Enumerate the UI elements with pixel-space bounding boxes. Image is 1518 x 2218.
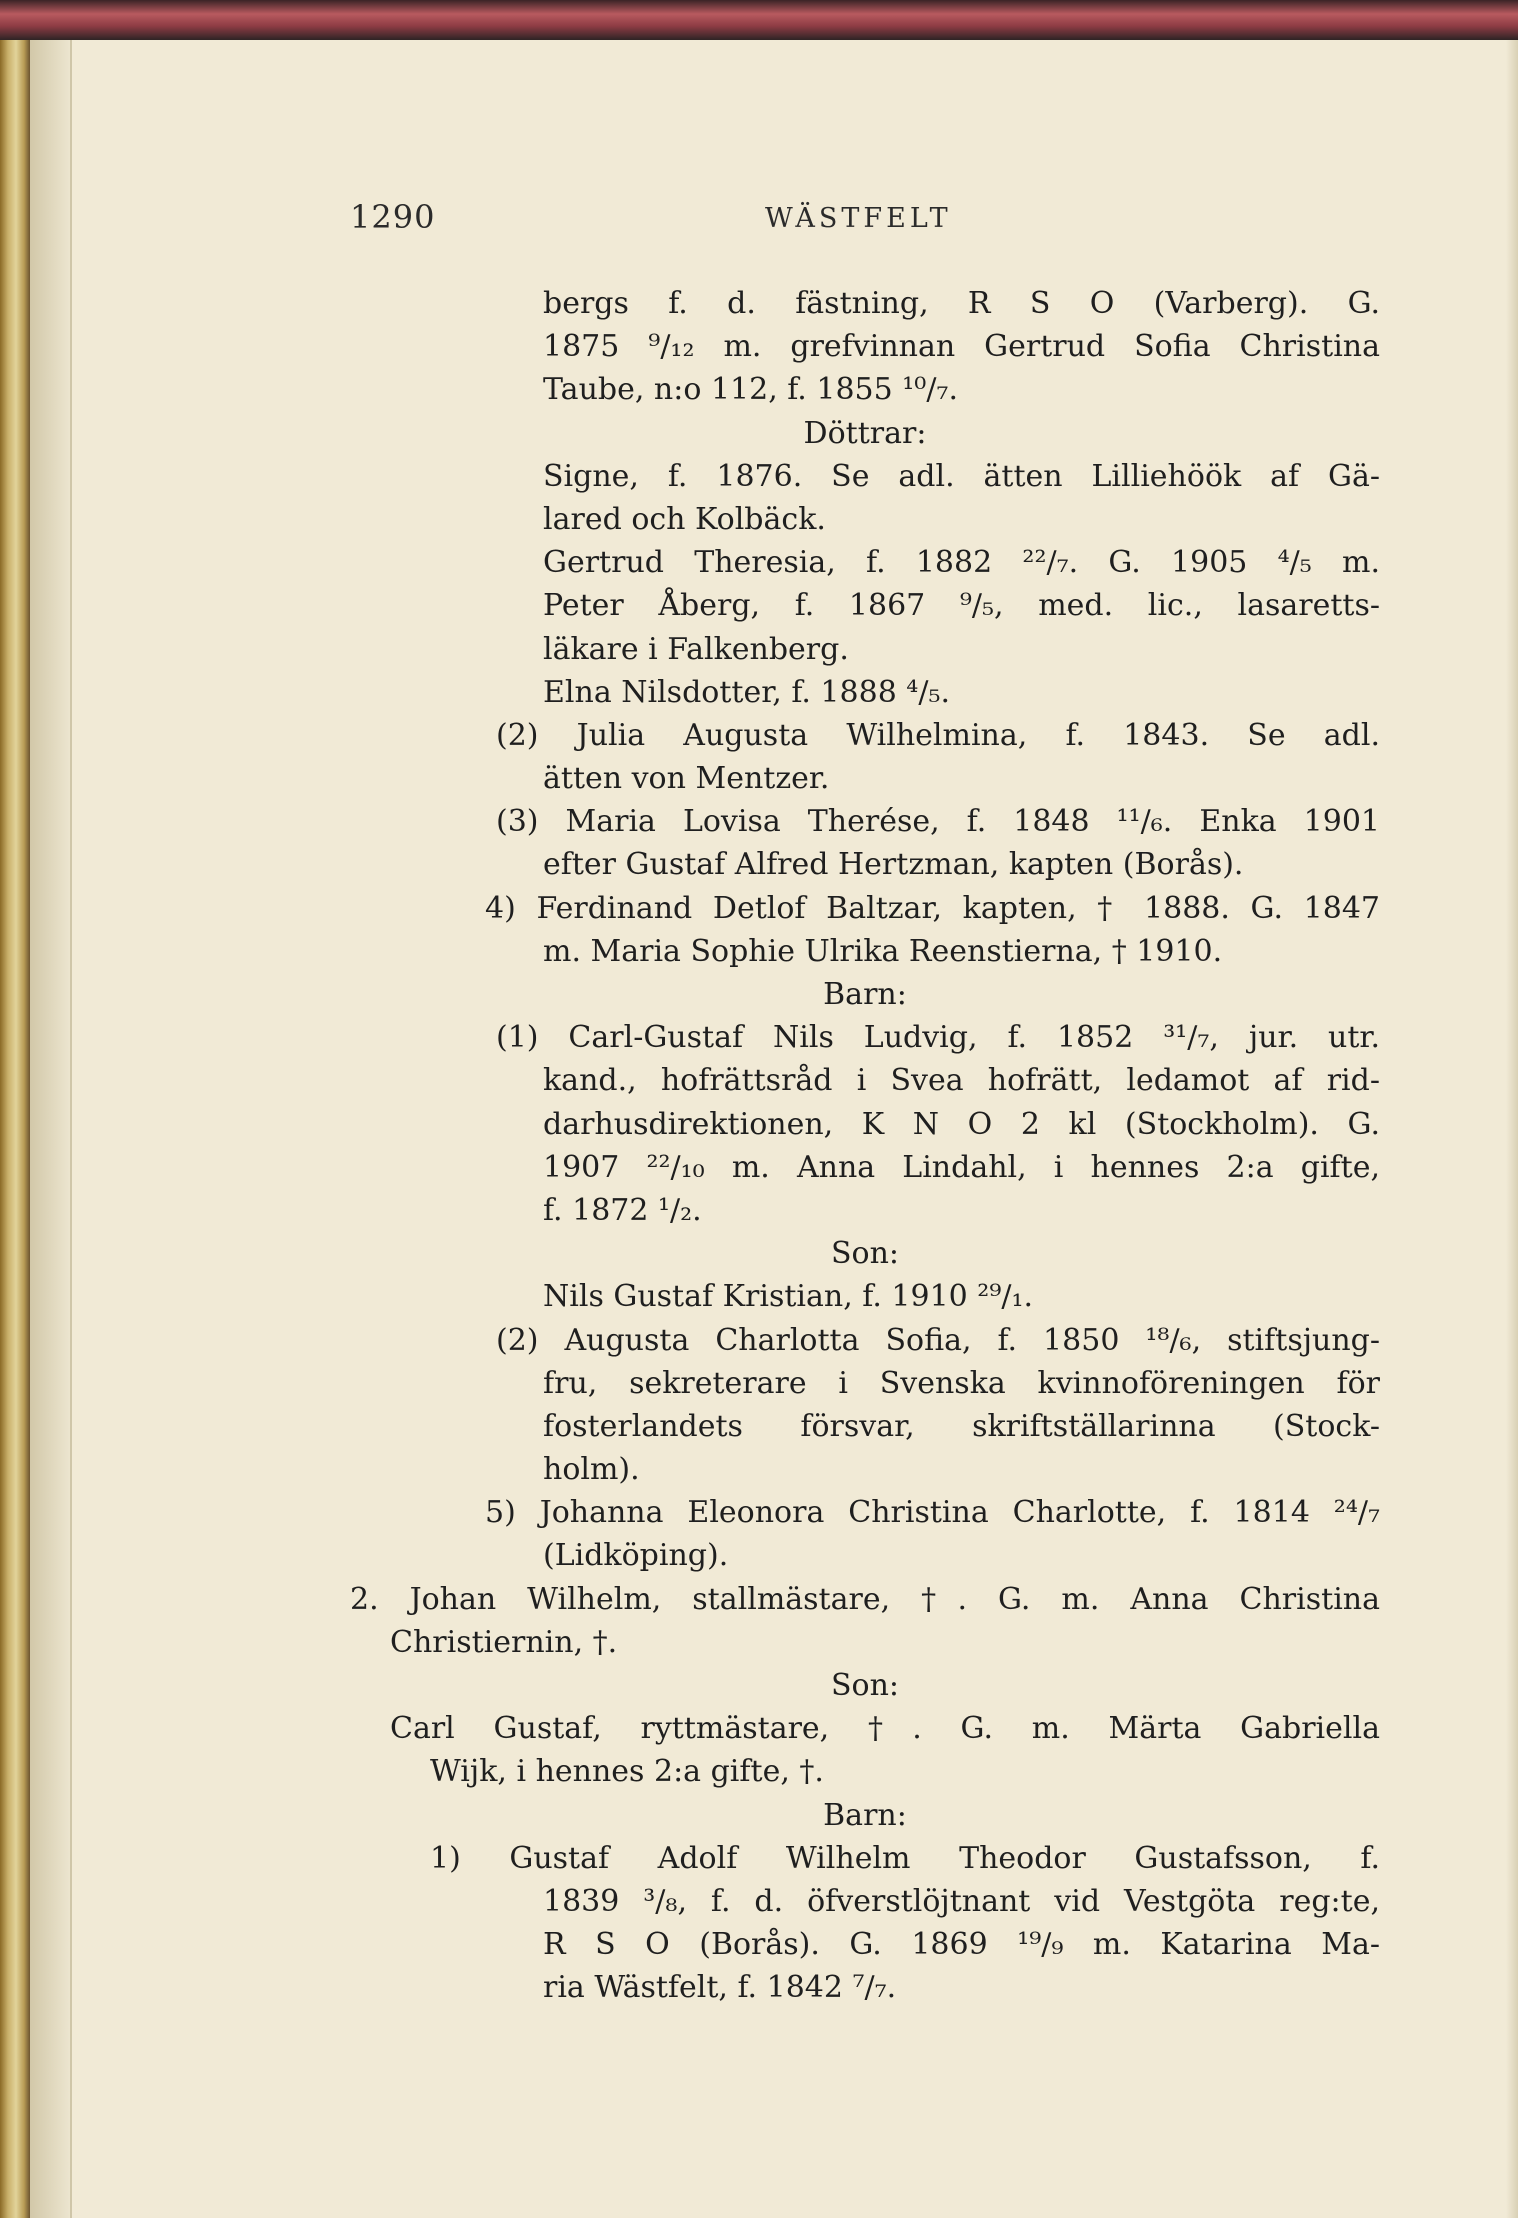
text-line: Christiernin, †.	[390, 1624, 618, 1660]
book-spine	[0, 40, 30, 2218]
text-line: f. 1872 ¹/₂.	[543, 1192, 702, 1228]
text-line: 1907 ²²/₁₀ m. Anna Lindahl, i hennes 2:a gifte,	[543, 1149, 1380, 1185]
text-line: (2) Augusta Charlotta Sofia, f. 1850 ¹⁸/₆, stiftsjung-	[496, 1322, 1380, 1358]
text-line: ria Wästfelt, f. 1842 ⁷/₇.	[543, 1970, 897, 2006]
text-line: Barn:	[823, 1797, 907, 1833]
text-line: ätten von Mentzer.	[543, 761, 830, 797]
page-header	[350, 198, 1430, 248]
text-line: fru, sekreterare i Svenska kvinnoföreningen för	[543, 1365, 1380, 1401]
text-line: Nils Gustaf Kristian, f. 1910 ²⁹/₁.	[543, 1279, 1034, 1315]
text-line: Barn:	[823, 977, 907, 1012]
text-line: 2. Johan Wilhelm, stallmästare, †. G. m. Anna Christina	[350, 1581, 1380, 1617]
genealogy-text	[350, 282, 1380, 2010]
text-line: (3) Maria Lovisa Therése, f. 1848 ¹¹/₆. Enka 1901	[496, 804, 1380, 840]
text-line: (1) Carl-Gustaf Nils Ludvig, f. 1852 ³¹/₇, jur. utr.	[496, 1020, 1380, 1056]
text-line: Döttrar:	[803, 415, 927, 451]
text-line: bergs f. d. fästning, R S O (Varberg). G.	[543, 286, 1380, 321]
text-line: 1875 ⁹/₁₂ m. grefvinnan Gertrud Sofia Christina	[543, 329, 1380, 365]
running-title: WÄSTFELT	[765, 203, 952, 234]
text-line: R S O (Borås). G. 1869 ¹⁹/₉ m. Katarina Ma-	[543, 1927, 1380, 1963]
text-line: holm).	[543, 1452, 640, 1488]
text-line: efter Gustaf Alfred Hertzman, kapten (Borås).	[543, 847, 1244, 883]
page-edge	[1506, 40, 1518, 2218]
page-number: 1290	[350, 198, 436, 236]
text-line: Elna Nilsdotter, f. 1888 ⁴/₅.	[543, 674, 951, 710]
text-line: m. Maria Sophie Ulrika Reenstierna, † 1910.	[543, 933, 1223, 969]
text-line: Gertrud Theresia, f. 1882 ²²/₇. G. 1905 ⁴/₅ m.	[543, 545, 1380, 581]
gutter-shadow	[30, 40, 70, 2218]
text-line: lared och Kolbäck.	[543, 501, 826, 537]
text-line: 1) Gustaf Adolf Wilhelm Theodor Gustafsson, f.	[430, 1840, 1380, 1876]
book-binding-top	[0, 0, 1518, 40]
text-line: (2) Julia Augusta Wilhelmina, f. 1843. Se adl.	[496, 717, 1380, 753]
text-line: Peter Åberg, f. 1867 ⁹/₅, med. lic., lasaretts-	[543, 588, 1380, 624]
text-line: kand., hofrättsråd i Svea hofrätt, ledamot af rid-	[543, 1063, 1380, 1099]
text-line: 5) Johanna Eleonora Christina Charlotte, f. 1814 ²⁴/₇	[485, 1495, 1380, 1531]
text-line: Wijk, i hennes 2:a gifte, †.	[430, 1754, 824, 1790]
text-line: (Lidköping).	[543, 1538, 729, 1574]
text-line: darhusdirektionen, K N O 2 kl (Stockholm). G.	[543, 1106, 1380, 1142]
text-line: Son:	[830, 1668, 900, 1703]
text-line: 1839 ³/₈, f. d. öfverstlöjtnant vid Vestgöta reg:te,	[543, 1883, 1380, 1919]
text-line: Son:	[830, 1236, 900, 1272]
text-line: Signe, f. 1876. Se adl. ätten Lilliehöök af Gä-	[543, 458, 1380, 494]
text-line: fosterlandets försvar, skriftställarinna (Stock-	[543, 1408, 1380, 1444]
text-line: Carl Gustaf, ryttmästare, †. G. m. Märta Gabriella	[390, 1711, 1380, 1747]
text-line: läkare i Falkenberg.	[543, 631, 849, 667]
text-line: Taube, n:o 112, f. 1855 ¹⁰/₇.	[543, 372, 958, 408]
text-line: 4) Ferdinand Detlof Baltzar, kapten, † 1888. G. 1847	[485, 890, 1380, 926]
